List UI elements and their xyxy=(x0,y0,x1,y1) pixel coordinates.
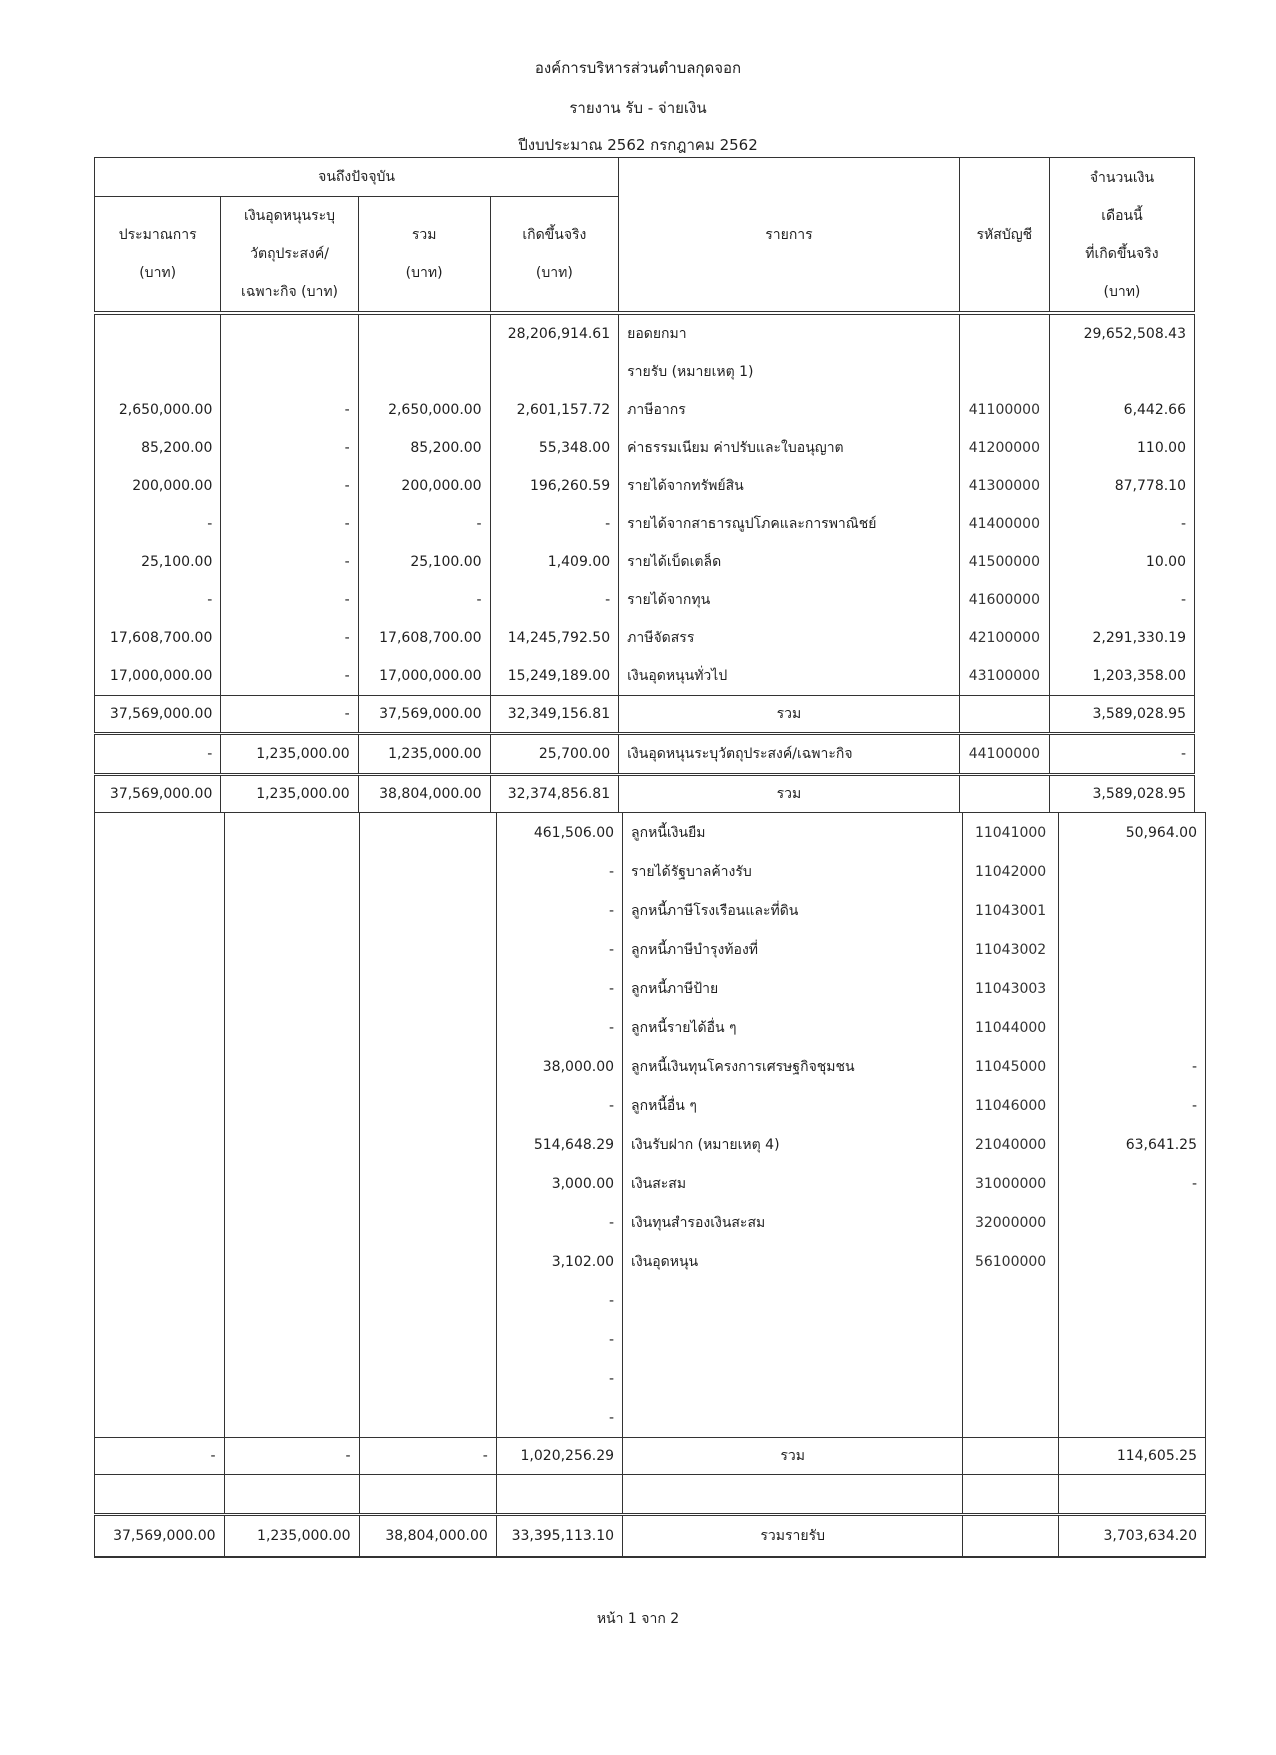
cell-month-actual xyxy=(1058,969,1205,1008)
cell-account-code: 43100000 xyxy=(959,657,1049,696)
table-row xyxy=(95,581,1195,619)
cell-item: ลูกหนี้เงินทุนโครงการเศรษฐกิจชุมชน xyxy=(623,1047,963,1086)
cell-actual: 3,102.00 xyxy=(496,1242,622,1281)
cell-item: ภาษีจัดสรร xyxy=(619,619,960,657)
cell-specific-subsidy xyxy=(224,1320,359,1359)
cell-account-code xyxy=(959,775,1049,813)
cell-account-code: 11046000 xyxy=(963,1086,1059,1125)
cell-month-actual: 3,589,028.95 xyxy=(1049,775,1194,813)
cell-account-code: 41300000 xyxy=(959,467,1049,505)
cell-specific-subsidy xyxy=(221,353,358,391)
cell-month-actual xyxy=(1058,1242,1205,1281)
cell-estimate xyxy=(95,1047,225,1086)
cell-total xyxy=(359,969,496,1008)
cell-item: เงินอุดหนุนทั่วไป xyxy=(619,657,960,696)
header-ytd: จนถึงปัจจุบัน xyxy=(95,158,619,197)
cell-specific-subsidy xyxy=(224,1242,359,1281)
cell-item: รวมรายรับ xyxy=(623,1515,963,1558)
cell-specific-subsidy: - xyxy=(224,1438,359,1475)
cell-estimate: 200,000.00 xyxy=(95,467,221,505)
cell-month-actual: - xyxy=(1058,1164,1205,1203)
cell-month-actual xyxy=(1058,1281,1205,1320)
cell-account-code: 11045000 xyxy=(963,1047,1059,1086)
cell-item: ลูกหนี้ภาษีป้าย xyxy=(623,969,963,1008)
blank-row xyxy=(95,1475,1206,1515)
cell-total: 1,235,000.00 xyxy=(358,734,490,775)
cell-specific-subsidy xyxy=(224,969,359,1008)
table-row xyxy=(95,1047,1206,1086)
cell-total xyxy=(359,1086,496,1125)
cell-specific-subsidy: - xyxy=(221,505,358,543)
cell-month-actual xyxy=(1058,891,1205,930)
cell-item: ลูกหนี้รายได้อื่น ๆ xyxy=(623,1008,963,1047)
header-month-actual: จำนวนเงิน เดือนนี้ ที่เกิดขึ้นจริง (บาท) xyxy=(1049,158,1194,312)
cell-account-code: 11043001 xyxy=(963,891,1059,930)
cell-specific-subsidy xyxy=(224,1086,359,1125)
cell-actual: - xyxy=(496,969,622,1008)
cell-estimate: 17,608,700.00 xyxy=(95,619,221,657)
cell-account-code: 41600000 xyxy=(959,581,1049,619)
cell-account-code: 11043002 xyxy=(963,930,1059,969)
cell-item: เงินรับฝาก (หมายเหตุ 4) xyxy=(623,1125,963,1164)
cell-specific-subsidy xyxy=(224,1125,359,1164)
cell-total xyxy=(359,930,496,969)
cell-account-code xyxy=(963,1398,1059,1438)
table-row xyxy=(95,1086,1206,1125)
cell-account-code: 44100000 xyxy=(959,734,1049,775)
blank-cell xyxy=(623,1475,963,1515)
cell-actual: 33,395,113.10 xyxy=(496,1515,622,1558)
cell-actual: - xyxy=(496,891,622,930)
cell-month-actual: 10.00 xyxy=(1049,543,1194,581)
cell-estimate xyxy=(95,891,225,930)
cell-account-code xyxy=(963,1359,1059,1398)
cell-account-code: 31000000 xyxy=(963,1164,1059,1203)
cell-item: รายได้จากทรัพย์สิน xyxy=(619,467,960,505)
cell-total xyxy=(359,1008,496,1047)
cell-total: 38,804,000.00 xyxy=(359,1515,496,1558)
cell-estimate xyxy=(95,1242,225,1281)
cell-month-actual xyxy=(1049,353,1194,391)
cell-estimate: 37,569,000.00 xyxy=(95,775,221,813)
header-item: รายการ xyxy=(619,158,960,312)
cell-actual: 32,374,856.81 xyxy=(490,775,619,813)
cell-actual: - xyxy=(496,1359,622,1398)
cell-account-code: 11041000 xyxy=(963,813,1059,853)
cell-total: 38,804,000.00 xyxy=(358,775,490,813)
cell-total: - xyxy=(359,1438,496,1475)
cell-item: รายได้จากสาธารณูปโภคและการพาณิชย์ xyxy=(619,505,960,543)
cell-account-code: 41100000 xyxy=(959,391,1049,429)
cell-estimate: - xyxy=(95,734,221,775)
cell-specific-subsidy xyxy=(224,1203,359,1242)
cell-total xyxy=(359,1125,496,1164)
table-row xyxy=(95,1320,1206,1359)
cell-total: 85,200.00 xyxy=(358,429,490,467)
cell-specific-subsidy: - xyxy=(221,619,358,657)
cell-specific-subsidy xyxy=(224,891,359,930)
subtotal-row xyxy=(95,775,1195,813)
cell-total xyxy=(358,353,490,391)
cell-month-actual xyxy=(1058,1320,1205,1359)
cell-actual: - xyxy=(496,930,622,969)
page-number: หน้า 1 จาก 2 xyxy=(596,1611,680,1627)
cell-month-actual: 3,589,028.95 xyxy=(1049,696,1194,734)
table-row xyxy=(95,1242,1206,1281)
cell-item: รายได้เบ็ดเตล็ด xyxy=(619,543,960,581)
cell-estimate xyxy=(95,1164,225,1203)
cell-estimate xyxy=(95,813,225,853)
subtotal-row xyxy=(95,1438,1206,1475)
table-row xyxy=(95,1398,1206,1438)
cell-account-code xyxy=(963,1438,1059,1475)
cell-actual: - xyxy=(496,1086,622,1125)
cell-actual: 15,249,189.00 xyxy=(490,657,619,696)
cell-specific-subsidy xyxy=(224,813,359,853)
cell-item: ลูกหนี้เงินยืม xyxy=(623,813,963,853)
cell-actual: 2,601,157.72 xyxy=(490,391,619,429)
cell-specific-subsidy: - xyxy=(221,429,358,467)
cell-total xyxy=(359,1281,496,1320)
cell-month-actual: 50,964.00 xyxy=(1058,813,1205,853)
cell-month-actual xyxy=(1058,852,1205,891)
cell-month-actual: 63,641.25 xyxy=(1058,1125,1205,1164)
subtotal-row xyxy=(95,696,1195,734)
cell-total: - xyxy=(358,581,490,619)
cell-actual: - xyxy=(496,1203,622,1242)
revenue-table xyxy=(94,314,1195,813)
header-actual: เกิดขึ้นจริง (บาท) xyxy=(490,197,619,312)
table-row xyxy=(95,813,1206,853)
cell-total xyxy=(358,315,490,354)
cell-estimate xyxy=(95,315,221,354)
cell-total xyxy=(359,813,496,853)
cell-total: 17,000,000.00 xyxy=(358,657,490,696)
cell-month-actual: 110.00 xyxy=(1049,429,1194,467)
cell-month-actual xyxy=(1058,930,1205,969)
table-row xyxy=(95,1125,1206,1164)
cell-item xyxy=(623,1320,963,1359)
cell-actual: - xyxy=(496,1281,622,1320)
cell-total: 37,569,000.00 xyxy=(358,696,490,734)
cell-estimate: 85,200.00 xyxy=(95,429,221,467)
table-row xyxy=(95,315,1195,354)
grand-total-row xyxy=(95,1515,1206,1558)
blank-cell xyxy=(496,1475,622,1515)
cell-total xyxy=(359,891,496,930)
cell-month-actual: - xyxy=(1049,734,1194,775)
cell-account-code: 21040000 xyxy=(963,1125,1059,1164)
cell-estimate: 25,100.00 xyxy=(95,543,221,581)
cell-estimate xyxy=(95,353,221,391)
cell-item: เงินสะสม xyxy=(623,1164,963,1203)
cell-estimate: - xyxy=(95,505,221,543)
table-row xyxy=(95,657,1195,696)
cell-actual: 196,260.59 xyxy=(490,467,619,505)
cell-estimate: 17,000,000.00 xyxy=(95,657,221,696)
cell-total xyxy=(359,1398,496,1438)
cell-account-code: 41200000 xyxy=(959,429,1049,467)
cell-month-actual: 114,605.25 xyxy=(1058,1438,1205,1475)
cell-actual: - xyxy=(490,505,619,543)
cell-specific-subsidy: 1,235,000.00 xyxy=(221,775,358,813)
cell-month-actual: 3,703,634.20 xyxy=(1058,1515,1205,1558)
cell-specific-subsidy xyxy=(224,930,359,969)
cell-specific-subsidy xyxy=(224,1047,359,1086)
cell-specific-subsidy xyxy=(224,1008,359,1047)
cell-month-actual: 1,203,358.00 xyxy=(1049,657,1194,696)
header-specific-subsidy: เงินอุดหนุนระบุ วัตถุประสงค์/ เฉพาะกิจ (บาท) xyxy=(221,197,358,312)
cell-account-code xyxy=(959,315,1049,354)
table-row xyxy=(95,930,1206,969)
cell-specific-subsidy xyxy=(224,1164,359,1203)
table-row xyxy=(95,353,1195,391)
table-row xyxy=(95,1008,1206,1047)
cell-estimate xyxy=(95,1125,225,1164)
cell-specific-subsidy: - xyxy=(221,543,358,581)
header-estimate: ประมาณการ (บาท) xyxy=(95,197,221,312)
header-account-code: รหัสบัญชี xyxy=(959,158,1049,312)
cell-estimate xyxy=(95,1398,225,1438)
table-row xyxy=(95,467,1195,505)
cell-total: - xyxy=(358,505,490,543)
cell-month-actual: 6,442.66 xyxy=(1049,391,1194,429)
cell-actual: 25,700.00 xyxy=(490,734,619,775)
cell-specific-subsidy: - xyxy=(221,467,358,505)
cell-item: รวม xyxy=(623,1438,963,1475)
cell-item xyxy=(623,1281,963,1320)
cell-item: รายได้รัฐบาลค้างรับ xyxy=(623,852,963,891)
cell-item: ลูกหนี้อื่น ๆ xyxy=(623,1086,963,1125)
cell-specific-subsidy: - xyxy=(221,581,358,619)
cell-estimate xyxy=(95,1281,225,1320)
cell-specific-subsidy xyxy=(221,315,358,354)
cell-actual: 3,000.00 xyxy=(496,1164,622,1203)
cell-item: ภาษีอากร xyxy=(619,391,960,429)
cell-account-code: 32000000 xyxy=(963,1203,1059,1242)
cell-item xyxy=(623,1359,963,1398)
cell-estimate xyxy=(95,930,225,969)
cell-month-actual: - xyxy=(1049,581,1194,619)
cell-total: 200,000.00 xyxy=(358,467,490,505)
table-row xyxy=(95,969,1206,1008)
cell-specific-subsidy: 1,235,000.00 xyxy=(224,1515,359,1558)
cell-item: รวม xyxy=(619,696,960,734)
cell-estimate xyxy=(95,1008,225,1047)
cell-estimate xyxy=(95,852,225,891)
cell-total: 25,100.00 xyxy=(358,543,490,581)
cell-month-actual: 29,652,508.43 xyxy=(1049,315,1194,354)
cell-item: ลูกหนี้ภาษีโรงเรือนและที่ดิน xyxy=(623,891,963,930)
cell-item: รายรับ (หมายเหตุ 1) xyxy=(619,353,960,391)
blank-cell xyxy=(963,1475,1059,1515)
table-row xyxy=(95,619,1195,657)
cell-item: เงินทุนสำรองเงินสะสม xyxy=(623,1203,963,1242)
cell-estimate: 37,569,000.00 xyxy=(95,1515,225,1558)
cell-specific-subsidy xyxy=(224,1281,359,1320)
cell-month-actual xyxy=(1058,1398,1205,1438)
cell-total xyxy=(359,852,496,891)
cell-account-code: 56100000 xyxy=(963,1242,1059,1281)
table-row xyxy=(95,891,1206,930)
cell-account-code xyxy=(963,1515,1059,1558)
cell-specific-subsidy: - xyxy=(221,391,358,429)
table-row xyxy=(95,734,1195,775)
header-total: รวม (บาท) xyxy=(358,197,490,312)
table-row xyxy=(95,1203,1206,1242)
cell-total xyxy=(359,1164,496,1203)
table-row xyxy=(95,1359,1206,1398)
blank-cell xyxy=(1058,1475,1205,1515)
header-table xyxy=(94,157,1195,312)
cell-estimate xyxy=(95,1203,225,1242)
cell-estimate xyxy=(95,969,225,1008)
cell-account-code: 42100000 xyxy=(959,619,1049,657)
cell-actual: - xyxy=(496,852,622,891)
cell-total xyxy=(359,1320,496,1359)
cell-total xyxy=(359,1047,496,1086)
cell-item: รวม xyxy=(619,775,960,813)
cell-total: 2,650,000.00 xyxy=(358,391,490,429)
cell-estimate xyxy=(95,1086,225,1125)
cell-actual: 38,000.00 xyxy=(496,1047,622,1086)
cell-specific-subsidy xyxy=(224,1398,359,1438)
blank-cell xyxy=(359,1475,496,1515)
org-name: องค์การบริหารส่วนตำบลกุดจอก xyxy=(534,59,742,77)
table-row xyxy=(95,543,1195,581)
cell-month-actual xyxy=(1058,1008,1205,1047)
cell-actual: - xyxy=(490,581,619,619)
cell-account-code: 11043003 xyxy=(963,969,1059,1008)
cell-estimate: - xyxy=(95,1438,225,1475)
cell-specific-subsidy: 1,235,000.00 xyxy=(221,734,358,775)
cell-total: 17,608,700.00 xyxy=(358,619,490,657)
blank-cell xyxy=(224,1475,359,1515)
cell-estimate xyxy=(95,1359,225,1398)
cell-account-code: 11044000 xyxy=(963,1008,1059,1047)
table-row xyxy=(95,505,1195,543)
table-row xyxy=(95,852,1206,891)
cell-account-code xyxy=(959,353,1049,391)
cell-actual: 55,348.00 xyxy=(490,429,619,467)
cell-account-code: 41400000 xyxy=(959,505,1049,543)
cell-account-code xyxy=(963,1281,1059,1320)
cell-item: ลูกหนี้ภาษีบำรุงท้องที่ xyxy=(623,930,963,969)
cell-account-code: 11042000 xyxy=(963,852,1059,891)
cell-actual: 32,349,156.81 xyxy=(490,696,619,734)
cell-estimate xyxy=(95,1320,225,1359)
cell-month-actual xyxy=(1058,1203,1205,1242)
cell-month-actual: - xyxy=(1058,1086,1205,1125)
report-title: รายงาน รับ - จ่ายเงิน xyxy=(569,99,707,117)
cell-month-actual: - xyxy=(1058,1047,1205,1086)
cell-item: เงินอุดหนุน xyxy=(623,1242,963,1281)
cell-actual: 28,206,914.61 xyxy=(490,315,619,354)
cell-actual xyxy=(490,353,619,391)
cell-month-actual: - xyxy=(1049,505,1194,543)
cell-account-code: 41500000 xyxy=(959,543,1049,581)
cell-item: ยอดยกมา xyxy=(619,315,960,354)
cell-specific-subsidy: - xyxy=(221,696,358,734)
cell-item xyxy=(623,1398,963,1438)
cell-actual: - xyxy=(496,1008,622,1047)
cell-month-actual xyxy=(1058,1359,1205,1398)
table-row xyxy=(95,1164,1206,1203)
cell-actual: 514,648.29 xyxy=(496,1125,622,1164)
cell-month-actual: 87,778.10 xyxy=(1049,467,1194,505)
cell-account-code xyxy=(963,1320,1059,1359)
cell-actual: - xyxy=(496,1398,622,1438)
cell-total xyxy=(359,1203,496,1242)
cell-item: ค่าธรรมเนียม ค่าปรับและใบอนุญาต xyxy=(619,429,960,467)
table-row xyxy=(95,391,1195,429)
cell-month-actual: 2,291,330.19 xyxy=(1049,619,1194,657)
cell-actual: 14,245,792.50 xyxy=(490,619,619,657)
cell-specific-subsidy xyxy=(224,852,359,891)
other-receipts-table xyxy=(94,812,1206,1558)
cell-item: รายได้จากทุน xyxy=(619,581,960,619)
cell-actual: 1,020,256.29 xyxy=(496,1438,622,1475)
cell-actual: 461,506.00 xyxy=(496,813,622,853)
cell-item: เงินอุดหนุนระบุวัตถุประสงค์/เฉพาะกิจ xyxy=(619,734,960,775)
cell-estimate: - xyxy=(95,581,221,619)
report-period: ปีงบประมาณ 2562 กรกฎาคม 2562 xyxy=(518,136,758,154)
cell-estimate: 2,650,000.00 xyxy=(95,391,221,429)
cell-actual: 1,409.00 xyxy=(490,543,619,581)
blank-cell xyxy=(95,1475,225,1515)
cell-total xyxy=(359,1359,496,1398)
cell-specific-subsidy xyxy=(224,1359,359,1398)
cell-specific-subsidy: - xyxy=(221,657,358,696)
cell-account-code xyxy=(959,696,1049,734)
cell-estimate: 37,569,000.00 xyxy=(95,696,221,734)
table-row xyxy=(95,429,1195,467)
cell-total xyxy=(359,1242,496,1281)
table-row xyxy=(95,1281,1206,1320)
cell-actual: - xyxy=(496,1320,622,1359)
